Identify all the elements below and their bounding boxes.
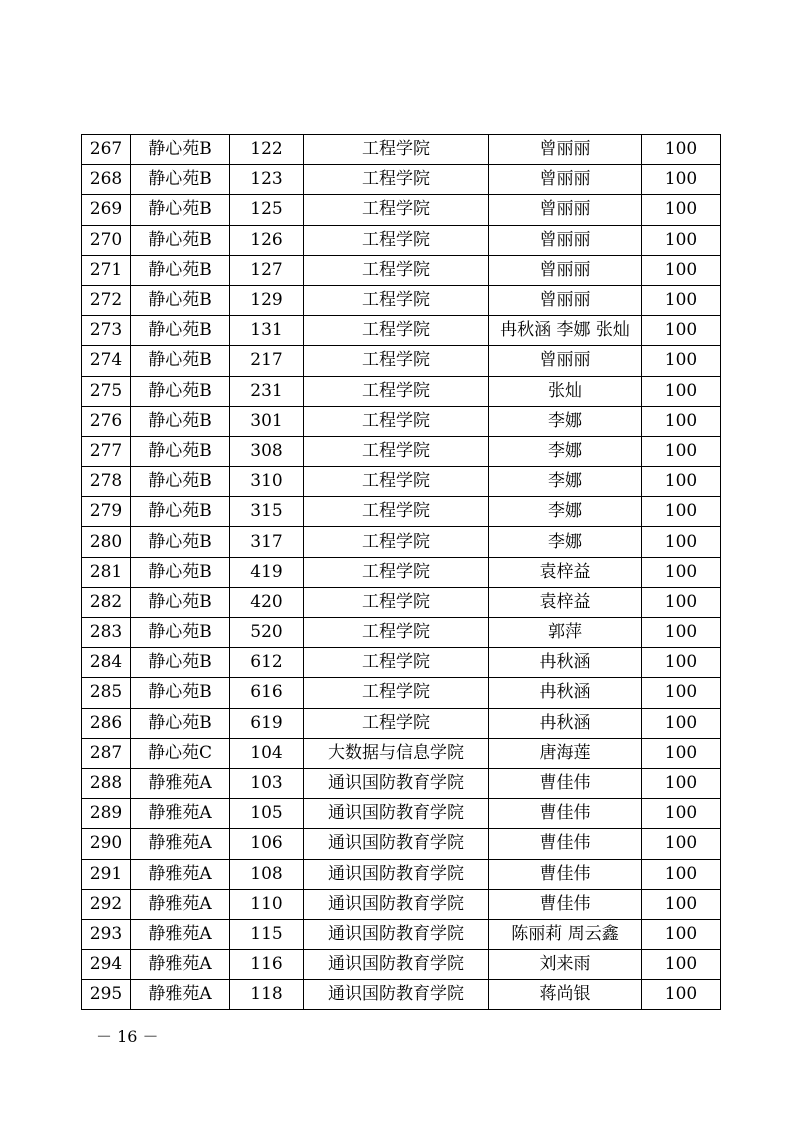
score-cell: 100 [642,316,721,346]
college-cell: 通识国防教育学院 [304,829,489,859]
table-body [82,135,721,1010]
row-index-cell: 283 [82,618,131,648]
score-cell: 100 [642,678,721,708]
building-cell: 静心苑B [131,678,230,708]
table-row [82,648,721,678]
table-row [82,497,721,527]
score-cell: 100 [642,527,721,557]
row-index-cell: 289 [82,799,131,829]
room-cell: 301 [230,406,304,436]
building-cell: 静雅苑A [131,980,230,1010]
table-row [82,859,721,889]
score-cell: 100 [642,436,721,466]
college-cell: 工程学院 [304,618,489,648]
college-cell: 大数据与信息学院 [304,738,489,768]
building-cell: 静心苑B [131,436,230,466]
person-cell: 曹佳伟 [489,859,642,889]
score-cell: 100 [642,557,721,587]
building-cell: 静心苑B [131,648,230,678]
college-cell: 工程学院 [304,346,489,376]
building-cell: 静心苑B [131,618,230,648]
building-cell: 静心苑B [131,225,230,255]
table-row [82,587,721,617]
person-cell: 李娜 [489,406,642,436]
person-cell: 曾丽丽 [489,165,642,195]
person-cell: 曾丽丽 [489,135,642,165]
score-cell: 100 [642,980,721,1010]
person-cell: 郭萍 [489,618,642,648]
college-cell: 工程学院 [304,316,489,346]
college-cell: 通识国防教育学院 [304,799,489,829]
person-cell: 曾丽丽 [489,195,642,225]
room-cell: 616 [230,678,304,708]
person-cell: 曾丽丽 [489,225,642,255]
table-row [82,467,721,497]
score-cell: 100 [642,376,721,406]
college-cell: 通识国防教育学院 [304,768,489,798]
college-cell: 工程学院 [304,165,489,195]
row-index-cell: 295 [82,980,131,1010]
row-index-cell: 278 [82,467,131,497]
person-cell: 李娜 [489,497,642,527]
college-cell: 通识国防教育学院 [304,889,489,919]
score-cell: 100 [642,467,721,497]
table-row [82,225,721,255]
room-cell: 315 [230,497,304,527]
building-cell: 静心苑B [131,708,230,738]
score-cell: 100 [642,406,721,436]
score-cell: 100 [642,255,721,285]
college-cell: 工程学院 [304,527,489,557]
person-cell: 张灿 [489,376,642,406]
row-index-cell: 294 [82,950,131,980]
row-index-cell: 269 [82,195,131,225]
room-cell: 317 [230,527,304,557]
table-row [82,436,721,466]
table-row [82,255,721,285]
row-index-cell: 279 [82,497,131,527]
person-cell: 刘来雨 [489,950,642,980]
room-cell: 105 [230,799,304,829]
college-cell: 通识国防教育学院 [304,919,489,949]
building-cell: 静心苑B [131,497,230,527]
person-cell: 曹佳伟 [489,829,642,859]
row-index-cell: 292 [82,889,131,919]
row-index-cell: 281 [82,557,131,587]
score-cell: 100 [642,225,721,255]
score-cell: 100 [642,919,721,949]
score-cell: 100 [642,738,721,768]
score-cell: 100 [642,768,721,798]
person-cell: 陈丽莉 周云鑫 [489,919,642,949]
person-cell: 李娜 [489,467,642,497]
room-cell: 110 [230,889,304,919]
row-index-cell: 291 [82,859,131,889]
table-row [82,527,721,557]
college-cell: 工程学院 [304,436,489,466]
room-cell: 116 [230,950,304,980]
row-index-cell: 293 [82,919,131,949]
room-cell: 118 [230,980,304,1010]
room-cell: 420 [230,587,304,617]
room-cell: 103 [230,768,304,798]
score-cell: 100 [642,950,721,980]
college-cell: 工程学院 [304,406,489,436]
table-row [82,768,721,798]
score-cell: 100 [642,859,721,889]
table-row [82,738,721,768]
room-cell: 619 [230,708,304,738]
person-cell: 曹佳伟 [489,889,642,919]
building-cell: 静雅苑A [131,950,230,980]
building-cell: 静心苑B [131,285,230,315]
college-cell: 工程学院 [304,135,489,165]
row-index-cell: 276 [82,406,131,436]
table-row [82,406,721,436]
person-cell: 曹佳伟 [489,768,642,798]
row-index-cell: 286 [82,708,131,738]
score-cell: 100 [642,195,721,225]
building-cell: 静雅苑A [131,889,230,919]
row-index-cell: 273 [82,316,131,346]
person-cell: 冉秋涵 [489,648,642,678]
college-cell: 工程学院 [304,708,489,738]
score-cell: 100 [642,165,721,195]
room-cell: 104 [230,738,304,768]
college-cell: 工程学院 [304,376,489,406]
row-index-cell: 268 [82,165,131,195]
dormitory-table [81,134,721,1010]
building-cell: 静心苑B [131,165,230,195]
building-cell: 静心苑C [131,738,230,768]
building-cell: 静心苑B [131,255,230,285]
college-cell: 工程学院 [304,648,489,678]
college-cell: 工程学院 [304,255,489,285]
building-cell: 静心苑B [131,316,230,346]
room-cell: 308 [230,436,304,466]
table-row [82,557,721,587]
person-cell: 冉秋涵 [489,708,642,738]
row-index-cell: 290 [82,829,131,859]
college-cell: 通识国防教育学院 [304,950,489,980]
table-row [82,618,721,648]
room-cell: 126 [230,225,304,255]
room-cell: 115 [230,919,304,949]
building-cell: 静心苑B [131,406,230,436]
building-cell: 静雅苑A [131,829,230,859]
room-cell: 231 [230,376,304,406]
table-row [82,316,721,346]
row-index-cell: 284 [82,648,131,678]
score-cell: 100 [642,346,721,376]
room-cell: 310 [230,467,304,497]
room-cell: 612 [230,648,304,678]
score-cell: 100 [642,708,721,738]
room-cell: 217 [230,346,304,376]
room-cell: 520 [230,618,304,648]
person-cell: 曾丽丽 [489,285,642,315]
table-row [82,285,721,315]
table-row [82,829,721,859]
table-row [82,135,721,165]
person-cell: 冉秋涵 李娜 张灿 [489,316,642,346]
row-index-cell: 280 [82,527,131,557]
room-cell: 129 [230,285,304,315]
college-cell: 工程学院 [304,587,489,617]
row-index-cell: 288 [82,768,131,798]
score-cell: 100 [642,648,721,678]
person-cell: 袁梓益 [489,557,642,587]
room-cell: 131 [230,316,304,346]
room-cell: 122 [230,135,304,165]
college-cell: 工程学院 [304,557,489,587]
row-index-cell: 274 [82,346,131,376]
building-cell: 静心苑B [131,587,230,617]
table-row [82,919,721,949]
table-row [82,980,721,1010]
building-cell: 静心苑B [131,346,230,376]
score-cell: 100 [642,829,721,859]
building-cell: 静雅苑A [131,799,230,829]
row-index-cell: 287 [82,738,131,768]
building-cell: 静心苑B [131,527,230,557]
row-index-cell: 275 [82,376,131,406]
page-number: － 16 － [96,1027,159,1046]
room-cell: 106 [230,829,304,859]
building-cell: 静雅苑A [131,768,230,798]
room-cell: 108 [230,859,304,889]
building-cell: 静雅苑A [131,859,230,889]
building-cell: 静心苑B [131,376,230,406]
score-cell: 100 [642,285,721,315]
row-index-cell: 285 [82,678,131,708]
college-cell: 工程学院 [304,678,489,708]
table-row [82,165,721,195]
person-cell: 曹佳伟 [489,799,642,829]
score-cell: 100 [642,799,721,829]
row-index-cell: 277 [82,436,131,466]
person-cell: 曾丽丽 [489,255,642,285]
table-row [82,799,721,829]
college-cell: 工程学院 [304,467,489,497]
table-row [82,678,721,708]
person-cell: 袁梓益 [489,587,642,617]
row-index-cell: 272 [82,285,131,315]
person-cell: 唐海莲 [489,738,642,768]
building-cell: 静心苑B [131,195,230,225]
building-cell: 静雅苑A [131,919,230,949]
table-row [82,376,721,406]
score-cell: 100 [642,889,721,919]
person-cell: 蒋尚银 [489,980,642,1010]
room-cell: 125 [230,195,304,225]
building-cell: 静心苑B [131,557,230,587]
table-row [82,346,721,376]
row-index-cell: 282 [82,587,131,617]
building-cell: 静心苑B [131,467,230,497]
table-row [82,195,721,225]
college-cell: 工程学院 [304,225,489,255]
table-row [82,889,721,919]
table-row [82,950,721,980]
score-cell: 100 [642,587,721,617]
row-index-cell: 270 [82,225,131,255]
building-cell: 静心苑B [131,135,230,165]
room-cell: 123 [230,165,304,195]
person-cell: 冉秋涵 [489,678,642,708]
table-row [82,708,721,738]
row-index-cell: 271 [82,255,131,285]
score-cell: 100 [642,618,721,648]
college-cell: 工程学院 [304,497,489,527]
room-cell: 127 [230,255,304,285]
score-cell: 100 [642,135,721,165]
college-cell: 通识国防教育学院 [304,980,489,1010]
room-cell: 419 [230,557,304,587]
college-cell: 通识国防教育学院 [304,859,489,889]
row-index-cell: 267 [82,135,131,165]
score-cell: 100 [642,497,721,527]
person-cell: 曾丽丽 [489,346,642,376]
college-cell: 工程学院 [304,195,489,225]
person-cell: 李娜 [489,527,642,557]
college-cell: 工程学院 [304,285,489,315]
person-cell: 李娜 [489,436,642,466]
